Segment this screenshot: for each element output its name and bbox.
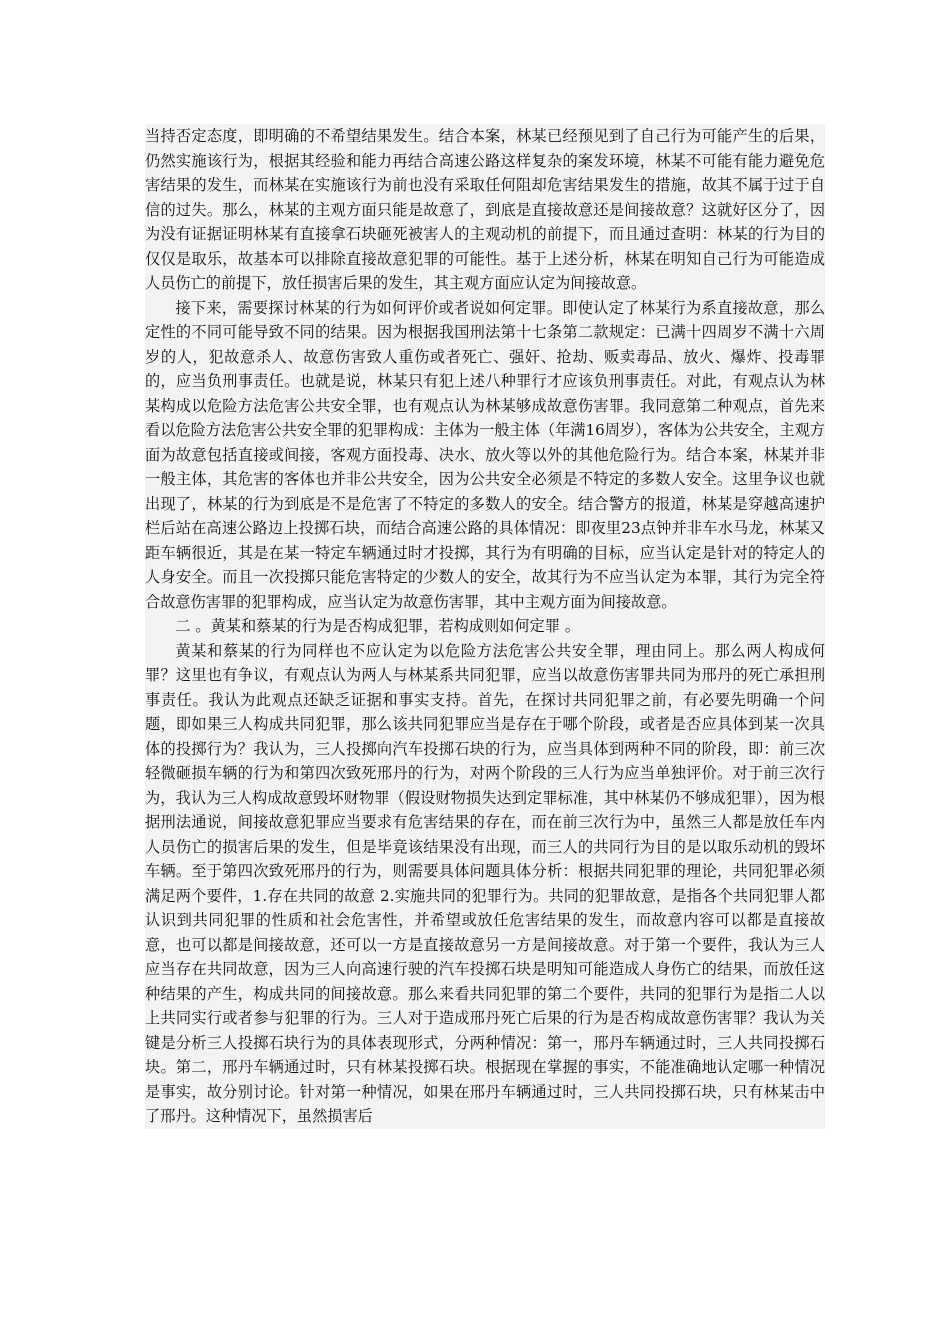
paragraph-crime-determination: 接下来，需要探讨林某的行为如何评价或者说如何定罪。即使认定了林某行为系直接故意，那么定性的不同可能导致不同的结果。因为根据我国刑法第十七条第二款规定：已满十四周岁不满十六周岁的人，犯故意杀人、故意伤害致人重伤或者死亡、强奸、抢劫、贩卖毒品、放火、爆炸、投毒罪的，应当负刑事责任。也就是说，林某只有犯上述八种罪行才应该负刑事责任。对此，有观点认为林某构成以危险方法危害公共安全罪，也有观点认为林某够成故意伤害罪。我同意第二种观点，首先来看以危险方法危害公共安全罪的犯罪构成：主体为一般主体（年满16周岁），客体为公共安全，主观方面为故意包括直接或间接，客观方面投毒、决水、放火等以外的其他危险行为。结合本案，林某并非一般主体，其危害的客体也并非公共安全，因为公共安全必须是不特定的多数人安全。这里争议也就出现了，林某的行为到底是不是危害了不特定的多数人的安全。结合警方的报道，林某是穿越高速护栏后站在高速公路边上投掷石块，而结合高速公路的具体情况：即夜里23点钟并非车水马龙，林某又距车辆很近，其是在某一特定车辆通过时才投掷，其行为有明确的目标，应当认定是针对的特定人的人身安全。而且一次投掷只能危害特定的少数人的安全，故其行为不应当认定为本罪，其行为完全符合故意伤害罪的犯罪构成，应当认定为故意伤害罪，其中主观方面为间接故意。 <box>145 296 825 615</box>
paragraph-intent-analysis: 当持否定态度，即明确的不希望结果发生。结合本案，林某已经预见到了自己行为可能产生的后果，仍然实施该行为，根据其经验和能力再结合高速公路这样复杂的案发环境，林某不可能有能力避免危害结果的发生，而林某在实施该行为前也没有采取任何阻却危害结果发生的措施，故其不属于过于自信的过失。那么，林某的主观方面只能是故意了，到底是直接故意还是间接故意？这就好区分了，因为没有证据证明林某有直接拿石块砸死被害人的主观动机的前提下，而且通过查明：林某的行为目的仅仅是取乐，故基本可以排除直接故意犯罪的可能性。基于上述分析，林某在明知自己行为可能造成人员伤亡的前提下，放任损害后果的发生，其主观方面应认定为间接故意。 <box>145 124 825 296</box>
section-heading-two: 二 。黄某和蔡某的行为是否构成犯罪，若构成则如何定罪 。 <box>145 614 825 639</box>
document-page <box>145 124 825 1129</box>
paragraph-joint-crime: 黄某和蔡某的行为同样也不应认定为以危险方法危害公共安全罪，理由同上。那么两人构成何罪？这里也有争议，有观点认为两人与林某系共同犯罪，应当以故意伤害罪共同为邢丹的死亡承担刑事责任。我认为此观点还缺乏证据和事实支持。首先，在探讨共同犯罪之前，有必要先明确一个问题，即如果三人构成共同犯罪，那么该共同犯罪应当是存在于哪个阶段，或者是否应具体到某一次具体的投掷行为？我认为，三人投掷向汽车投掷石块的行为，应当具体到两种不同的阶段，即：前三次轻微砸损车辆的行为和第四次致死邢丹的行为，对两个阶段的三人行为应当单独评价。对于前三次行为，我认为三人构成故意毁坏财物罪（假设财物损失达到定罪标准，其中林某仍不够成犯罪），因为根据刑法通说，间接故意犯罪应当要求有危害结果的存在，而在前三次行为中，虽然三人都是放任车内人员伤亡的损害后果的发生，但是毕竟该结果没有出现，而三人的共同行为目的是以取乐动机的毁坏车辆。至于第四次致死邢丹的行为，则需要具体问题具体分析：根据共同犯罪的理论，共同犯罪必须满足两个要件，1.存在共同的故意 2.实施共同的犯罪行为。共同的犯罪故意，是指各个共同犯罪人都认识到共同犯罪的性质和社会危害性，并希望或放任危害结果的发生，而故意内容可以都是直接故意，也可以都是间接故意，还可以一方是直接故意另一方是间接故意。对于第一个要件，我认为三人应当存在共同故意，因为三人向高速行驶的汽车投掷石块是明知可能造成人身伤亡的结果，而放任这种结果的产生，构成共同的间接故意。那么来看共同犯罪的第二个要件，共同的犯罪行为是指二人以上共同实行或者参与犯罪的行为。三人对于造成邢丹死亡后果的行为是否构成故意伤害罪？我认为关键是分析三人投掷石块行为的具体表现形式，分两种情况：第一，邢丹车辆通过时，三人共同投掷石块。第二，邢丹车辆通过时，只有林某投掷石块。根据现在掌握的事实，不能准确地认定哪一种情况是事实，故分别讨论。针对第一种情况，如果在邢丹车辆通过时，三人共同投掷石块，只有林某击中了邢丹。这种情况下，虽然损害后 <box>145 639 825 1129</box>
